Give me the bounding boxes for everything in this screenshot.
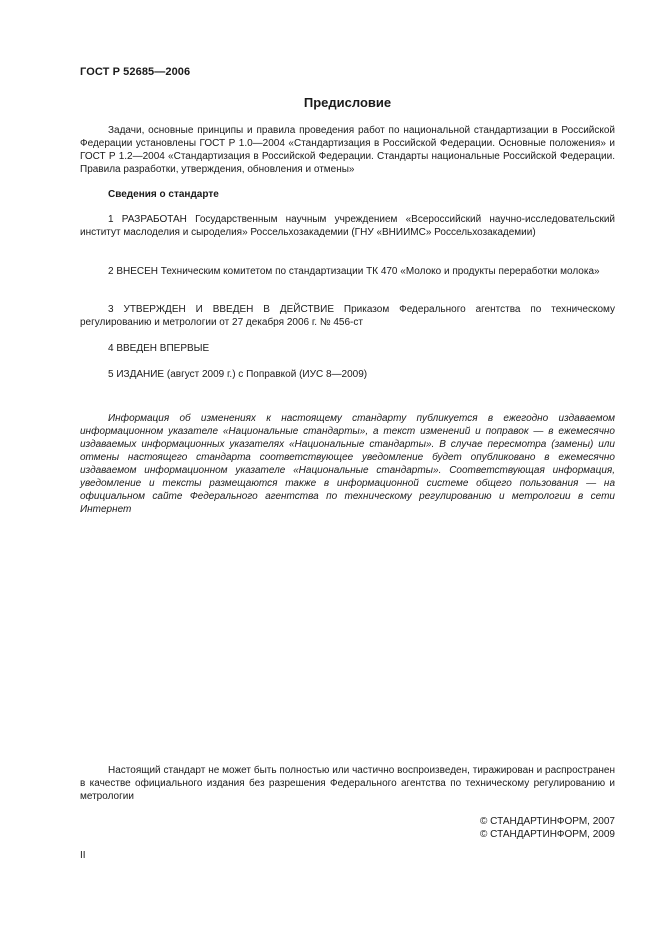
copyright-line: © СТАНДАРТИНФОРМ, 2007 <box>480 816 615 827</box>
standard-info-item-first-introduced: 4 ВВЕДЕН ВПЕРВЫЕ <box>108 343 210 354</box>
changes-info-paragraph: Информация об изменениях к настоящему стандарту публикуется в ежегодно издаваемом информационном указателе «Национальные стандарты», а текст изменений и поправок — в ежемесячно издаваемых информационных указателях «Национальные стандарты». В случае пересмотра (замены) или отмены настоящего стандарта соответствующее уведомление будет опубликовано в ежемесячно издаваемом информационном указателе «Национальные стандарты». Соответствующая информация, уведомление и тексты размещаются также в информационной системе общего пользования — на официальном сайте Федерального агентства по техническому регулированию и метрологии в сети Интернет <box>80 413 615 515</box>
copyright-line: © СТАНДАРТИНФОРМ, 2009 <box>480 829 615 840</box>
intro-paragraph: Задачи, основные принципы и правила проведения работ по национальной стандартизации в Российской Федерации установлены ГОСТ Р 1.0—2004 «Стандартизация в Российской Федерации. Основные положения» и ГОСТ Р 1.2—2004 «Стандартизация в Российской Федерации. Стандарты национальные Российской Федерации. Правила разработки, утверждения, обновления и отмены» <box>80 125 615 175</box>
document-page <box>80 0 615 936</box>
page-title: Предисловие <box>303 95 392 110</box>
standard-info-item-submitted: 2 ВНЕСЕН Техническим комитетом по стандартизации ТК 470 «Молоко и продукты переработки молока» <box>108 266 600 277</box>
reproduction-notice: Настоящий стандарт не может быть полностью или частично воспроизведен, тиражирован и распространен в качестве официального издания без разрешения Федерального агентства по техническому регулированию и метрологии <box>80 765 615 802</box>
standard-info-heading: Сведения о стандарте <box>108 189 219 200</box>
page-number: II <box>80 850 86 861</box>
standard-info-item-edition: 5 ИЗДАНИЕ (август 2009 г.) с Поправкой (ИУС 8—2009) <box>108 369 368 380</box>
standard-info-item-approved: 3 УТВЕРЖДЕН И ВВЕДЕН В ДЕЙСТВИЕ Приказом Федерального агентства по техническому регулированию и метрологии от 27 декабря 2006 г. № 456-ст <box>80 304 615 328</box>
document-number-header: ГОСТ Р 52685—2006 <box>80 66 191 78</box>
standard-info-item-developed: 1 РАЗРАБОТАН Государственным научным учреждением «Всероссийский научно-исследовательский институт маслоделия и сыроделия» Россельхозакадемии (ГНУ «ВНИИМС» Россельхозакадемии) <box>80 214 615 238</box>
